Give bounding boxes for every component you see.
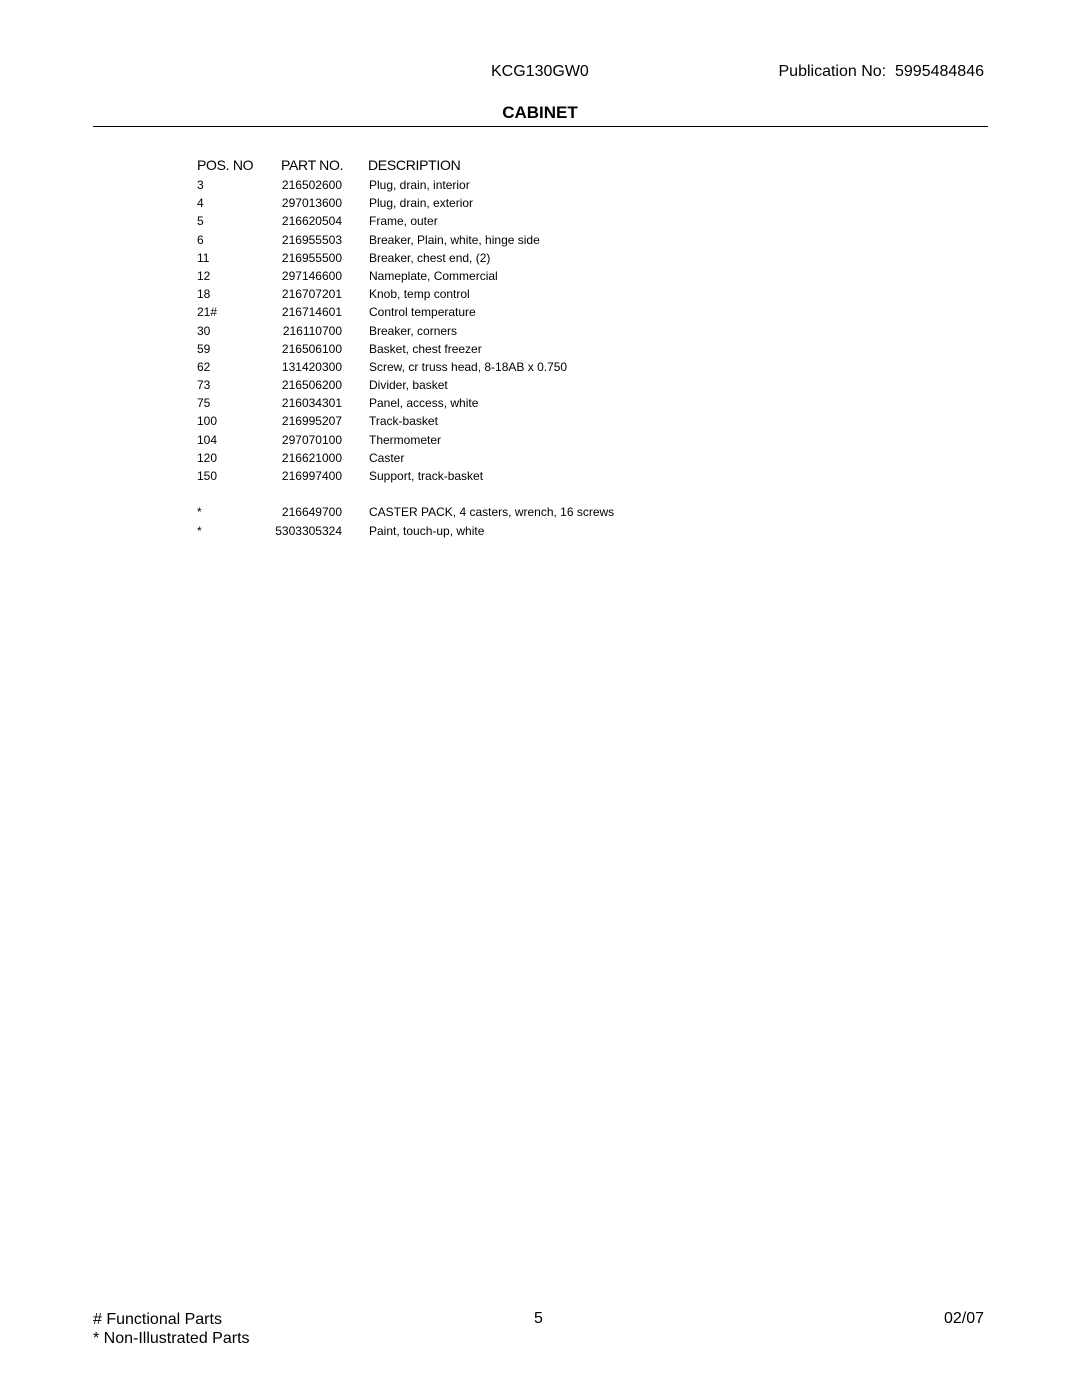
part-description: Plug, drain, interior (369, 178, 470, 192)
pos-no: 150 (197, 469, 218, 483)
column-header-description: DESCRIPTION (368, 157, 461, 173)
table-row (0, 231, 1080, 249)
table-row (0, 249, 1080, 267)
part-no: 297013600 (281, 196, 342, 211)
part-no: 216714601 (281, 305, 342, 320)
table-row (0, 303, 1080, 321)
part-description: Divider, basket (369, 378, 448, 393)
part-description: Caster (369, 450, 405, 465)
part-description: CASTER PACK, 4 casters, wrench, 16 screws (369, 505, 615, 520)
table-row (0, 503, 1080, 521)
table-row (0, 467, 1080, 485)
section-title: CABINET (502, 103, 578, 122)
pos-no: 75 (197, 396, 211, 411)
publication-number: Publication No: 5995484846 (778, 63, 984, 80)
part-no: 216506100 (281, 341, 342, 356)
part-no: 131420300 (281, 359, 342, 374)
pos-no: 21# (197, 305, 218, 320)
pos-no: * (197, 505, 202, 520)
part-description: Support, track-basket (369, 469, 484, 483)
part-description: Breaker, Plain, white, hinge side (369, 232, 540, 247)
part-description: Knob, temp control (369, 287, 470, 302)
part-description: Basket, chest freezer (369, 341, 482, 356)
table-row (0, 376, 1080, 394)
part-no: 216955500 (281, 250, 342, 265)
table-row (0, 449, 1080, 467)
table-row (0, 322, 1080, 340)
model-number: KCG130GW0 (491, 63, 589, 80)
part-no: 216506200 (281, 378, 342, 393)
pos-no: 59 (197, 341, 211, 356)
pos-no: 120 (197, 450, 218, 465)
part-no: 5303305324 (275, 523, 342, 538)
pos-no: * (197, 523, 202, 538)
part-no: 216955503 (281, 232, 342, 247)
part-description: Plug, drain, exterior (369, 196, 474, 211)
part-no: 216621000 (281, 450, 342, 465)
table-row (0, 340, 1080, 358)
table-row (0, 394, 1080, 412)
page-number: 5 (534, 1310, 543, 1327)
table-row (0, 412, 1080, 430)
part-no: 216649700 (281, 505, 342, 520)
pos-no: 4 (197, 196, 204, 211)
part-description: Screw, cr truss head, 8-18AB x 0.750 (369, 359, 568, 374)
part-no: 216997400 (281, 469, 342, 483)
part-description: Panel, access, white (369, 396, 479, 411)
part-no: 297146600 (281, 268, 342, 283)
part-no: 297070100 (281, 432, 342, 447)
table-row (0, 194, 1080, 212)
part-description: Control temperature (369, 305, 476, 320)
table-row (0, 267, 1080, 285)
footer-date: 02/07 (943, 1310, 984, 1327)
pos-no: 5 (197, 214, 204, 229)
column-header-pos-no: POS. NO (197, 157, 254, 173)
part-description: Thermometer (369, 432, 442, 447)
pos-no: 104 (197, 432, 218, 447)
pos-no: 100 (197, 414, 218, 429)
part-description: Breaker, chest end, (2) (369, 250, 491, 265)
part-description: Nameplate, Commercial (369, 268, 498, 283)
pos-no: 12 (197, 268, 211, 283)
part-description: Track-basket (369, 414, 438, 429)
pos-no: 62 (197, 359, 211, 374)
part-no: 216110700 (282, 323, 342, 338)
part-no: 216620504 (281, 214, 342, 229)
legend-non-illustrated-parts: * Non-Illustrated Parts (93, 1330, 250, 1347)
column-header-part-no: PART NO. (281, 157, 344, 173)
part-no: 216707201 (281, 287, 342, 302)
part-no: 216034301 (281, 396, 342, 411)
title-divider (93, 126, 988, 127)
table-row (0, 176, 1080, 194)
pos-no: 73 (197, 378, 211, 393)
part-description: Frame, outer (369, 214, 438, 229)
part-description: Paint, touch-up, white (369, 523, 485, 538)
pos-no: 11 (197, 250, 210, 265)
table-row (0, 431, 1080, 449)
pos-no: 30 (197, 323, 211, 338)
pos-no: 3 (197, 178, 204, 192)
pos-no: 6 (197, 232, 204, 247)
table-row (0, 522, 1080, 540)
table-row (0, 212, 1080, 230)
part-description: Breaker, corners (369, 323, 458, 338)
parts-list (0, 176, 1080, 540)
part-no: 216502600 (281, 178, 342, 192)
pos-no: 18 (197, 287, 211, 302)
part-no: 216995207 (281, 414, 342, 429)
footer-legend (93, 1310, 250, 1348)
legend-functional-parts: # Functional Parts (93, 1311, 222, 1328)
table-row (0, 358, 1080, 376)
table-row (0, 285, 1080, 303)
